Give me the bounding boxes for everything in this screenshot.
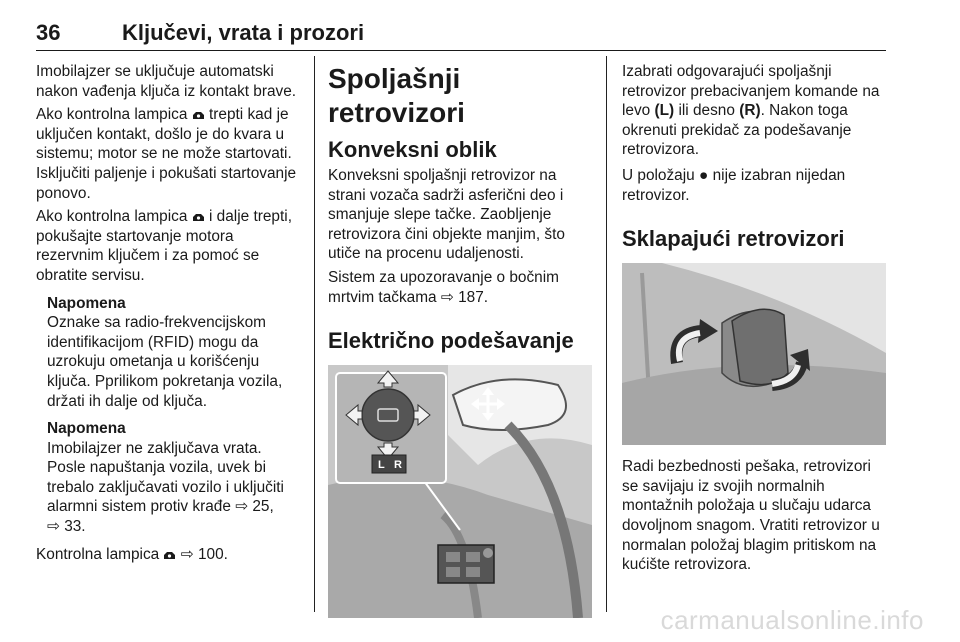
subsection-title: Električno podešavanje <box>328 328 574 354</box>
paragraph: Ako kontrolna lampica trepti kad je uključen kontakt, došlo je do kvara u sistemu; motor se ne može startovati. Isključiti paljenje i pokušati startovanje ponovo. <box>36 106 297 202</box>
xref-icon: ⇨ <box>440 288 454 306</box>
column-1 <box>36 62 302 568</box>
immobilizer-lamp-icon <box>163 549 176 560</box>
paragraph: Konveksni spoljašnji retrovizor na strani vozača sadrži asferični deo i smanjuje slepe tačke. Zaobljenje retrovizora čini objekte manjim, što utiče na procenu udaljenosti. <box>328 167 565 263</box>
note-text: Imobilajzer ne zaključava vrata. Posle napuštanja vozila, uvek bi trebalo zaključavati vozilo i uključiti alarmni sistem protiv krađe ⇨ 25, ⇨ 33. <box>47 439 284 536</box>
paragraph: Ako kontrolna lampica i dalje trepti, pokušajte startovanje motora rezervnim ključem i za pomoć se obratite servisu. <box>36 208 292 284</box>
paragraph: Radi bezbednosti pešaka, retrovizori se savijaju iz svojih normalnih montažnih položaja u slučaju udarca dovoljnom snagom. Vratiti retrovizor u normalan položaj blagim pritiskom na kućište retrovizora. <box>622 458 880 574</box>
page-number: 36 <box>36 20 61 45</box>
subsection-title: Sklapajući retrovizori <box>622 226 845 252</box>
page-reference[interactable]: 100. <box>197 545 228 563</box>
note <box>47 294 302 412</box>
column-divider <box>606 56 607 612</box>
xref-icon: ⇨ <box>180 545 194 563</box>
xref-icon: ⇨ <box>47 518 60 536</box>
subsection-title: Konveksni oblik <box>328 137 497 162</box>
page-reference[interactable]: 187. <box>458 288 489 306</box>
note-title: Napomena <box>47 420 126 438</box>
switch-left-label: L <box>378 459 385 472</box>
paragraph: Izabrati odgovarajući spoljašnji retrovizor prebacivanjem komande na levo (L) ili desno (R). Nakon toga okrenuti prekidač za podešavanje retrovizora. <box>622 63 880 159</box>
center-position-icon: ● <box>699 166 709 184</box>
page-reference[interactable]: 33. <box>64 518 86 536</box>
page-header <box>36 12 886 51</box>
section-title: Spoljašnji retrovizori <box>328 63 465 128</box>
mirror-switch-illustration <box>328 365 592 618</box>
paragraph: Imobilajzer se uključuje automatski nakon vađenja ključa iz kontakt brave. <box>36 63 297 100</box>
watermark: carmanualsonline.info <box>660 605 924 635</box>
folding-mirror-illustration <box>622 263 886 445</box>
folding-mirror-drawing <box>622 263 886 445</box>
column-3 <box>622 62 888 579</box>
immobilizer-lamp-icon <box>192 211 205 222</box>
immobilizer-lamp-icon <box>192 109 205 120</box>
note-text: Oznake sa radio-frekvencijskom identifikacijom (RFID) mogu da uzrokuju ometanja u korišćenju ključa. Pprilikom pokretanja vozila, držati ih dalje od ključa. <box>47 314 283 410</box>
right-mirror-label: (R) <box>739 102 761 120</box>
paragraph: Kontrolna lampica ⇨ 100. <box>36 545 228 563</box>
column-2 <box>328 62 594 618</box>
chapter-title: Ključevi, vrata i prozori <box>122 20 365 45</box>
left-mirror-label: (L) <box>654 102 675 120</box>
xref-icon: ⇨ <box>235 498 249 516</box>
door-panel-drawing <box>328 365 592 618</box>
paragraph: U položaju ● nije izabran nijedan retrovizor. <box>622 166 846 204</box>
switch-right-label: R <box>394 459 402 472</box>
page-reference[interactable]: 25, <box>252 498 274 516</box>
note-title: Napomena <box>47 294 126 312</box>
column-divider <box>314 56 315 612</box>
paragraph: Sistem za upozoravanje o bočnim mrtvim tačkama ⇨ 187. <box>328 268 559 306</box>
note <box>47 419 302 537</box>
